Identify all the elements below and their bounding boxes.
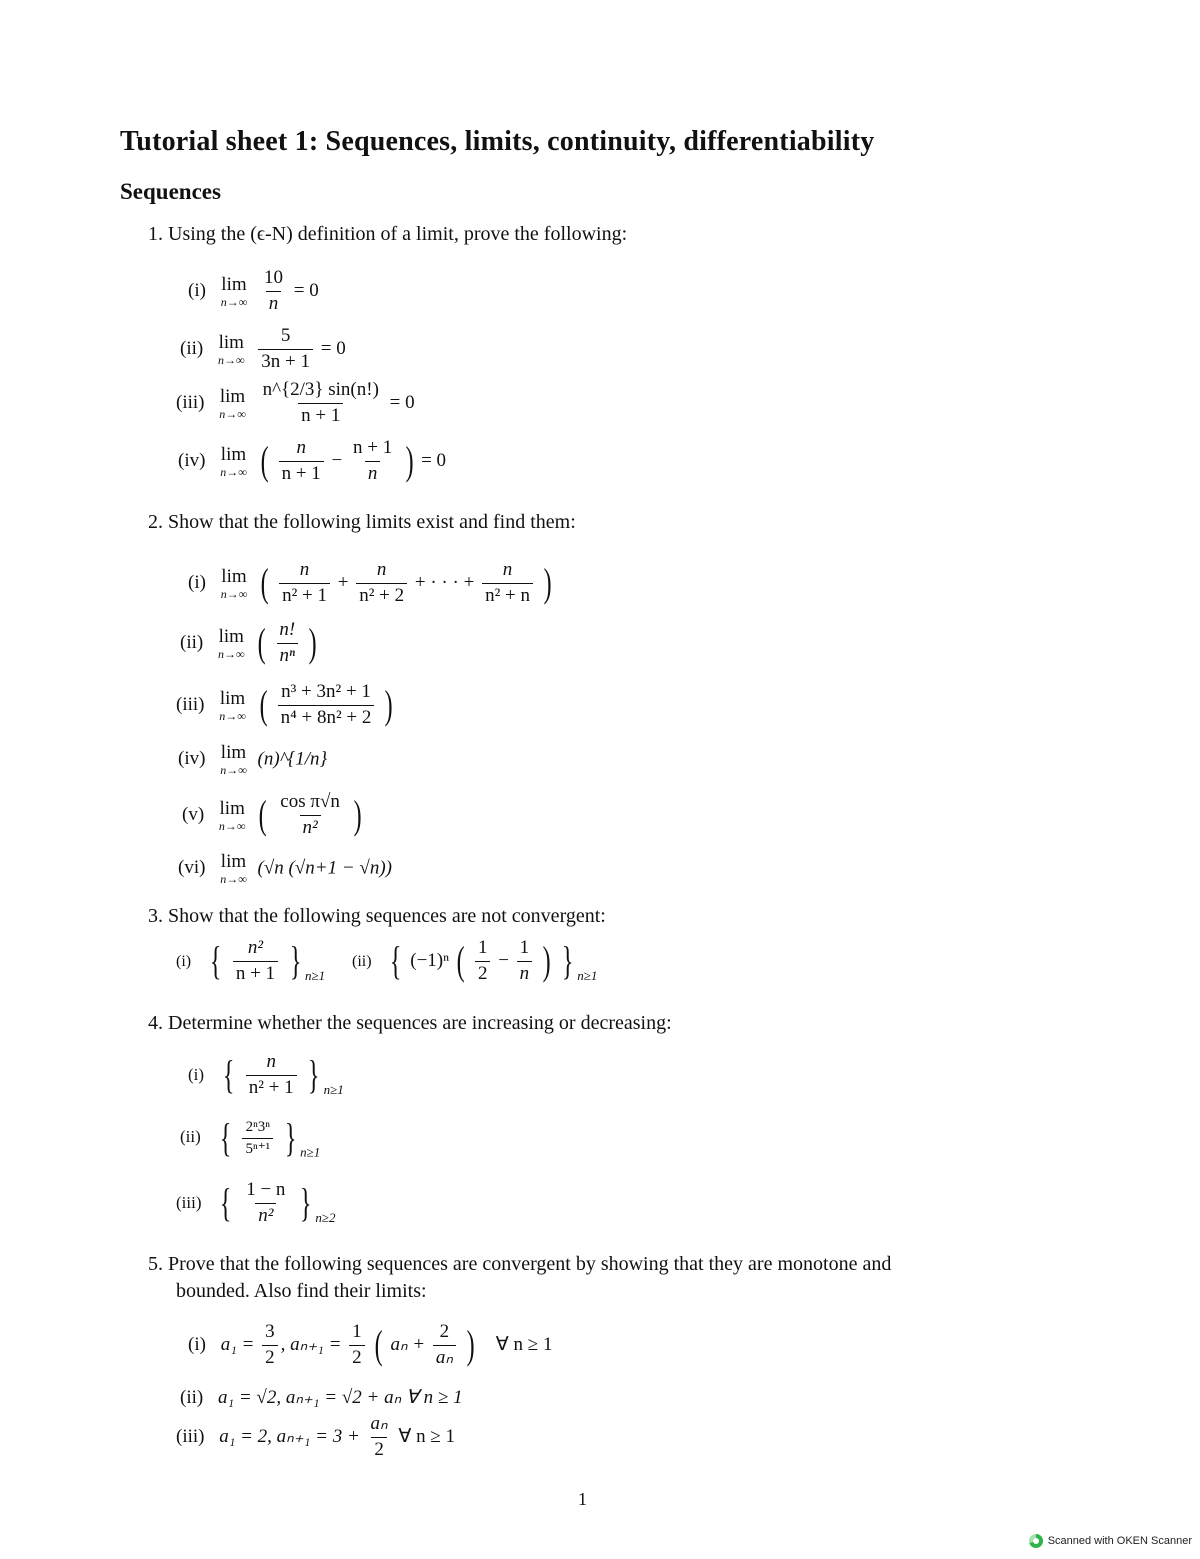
left-brace: { [390,938,402,984]
right-brace: } [561,938,574,984]
fraction [242,1119,273,1157]
item-label: (iv) [178,449,206,471]
numerator: n³ + 3n² + 1 [281,681,371,702]
plus-sign: + [337,571,349,593]
lim-word: lim [219,687,246,709]
lim-word: lim [220,742,247,763]
q2-item-v [182,792,364,839]
q3-item-i [176,938,325,985]
lim-subscript: n→∞ [218,818,246,833]
numerator: 2ⁿ3ⁿ [245,1119,271,1135]
expression: a₁ = √2, aₙ₊₁ = √2 + aₙ ∀ n ≥ 1 [217,1387,463,1408]
numerator: 10 [264,267,283,288]
right-paren: ) [542,938,551,984]
numerator: n^{2/3} sin(n!) [262,379,379,400]
lim-word: lim [221,273,247,295]
right-brace: } [284,1115,297,1160]
item-label: (iii) [176,1425,205,1447]
numerator: n! [279,619,296,640]
denominator: n² + 1 [246,1075,297,1099]
limit-operator [221,567,248,600]
lim-subscript: n→∞ [217,352,245,367]
item-label: (i) [188,1333,206,1355]
left-paren: ( [375,1322,384,1368]
section-heading: Sequences [120,179,221,204]
left-paren: ( [257,620,266,666]
numerator: n + 1 [353,437,393,458]
q2-item-vi [178,852,392,885]
item-label: (iv) [178,747,206,769]
numerator: n [376,559,387,580]
minus-sign: − [331,449,343,471]
limit-operator [219,387,246,420]
rhs: = 0 [293,279,319,301]
numerator: aₙ [370,1413,388,1434]
q2-item-i [188,560,554,607]
fraction [350,438,395,485]
right-paren: ) [543,560,552,606]
fraction [262,1322,278,1369]
lim-word: lim [219,385,246,407]
limit-operator [221,275,248,308]
q4-item-ii [180,1115,321,1160]
fraction [260,380,382,427]
left-paren: ( [260,438,269,484]
right-brace: } [308,1052,320,1098]
fraction [278,682,375,729]
right-paren: ) [384,682,393,728]
limit-operator [220,445,247,478]
fraction [356,560,407,607]
item-label: (ii) [180,1387,204,1408]
question-prompt: Using the (ϵ-N) definition of a limit, prove the following: [168,223,628,245]
fraction [433,1322,456,1369]
lim-subscript: n→∞ [217,646,245,661]
denominator: 2 [262,1345,278,1369]
denominator: n [517,961,533,985]
minus-sign: − [498,949,509,971]
q2-item-ii [180,620,319,667]
sign-factor: (−1)ⁿ [410,949,450,971]
question-4 [148,1012,672,1035]
limit-operator [219,799,246,832]
item-label: (iii) [176,693,205,715]
denominator: n [266,291,282,315]
item-label: (iii) [176,391,205,413]
q2-item-iii [176,682,395,729]
numerator: n [502,559,513,580]
numerator: 3 [265,1321,275,1342]
numerator: n² [247,937,264,958]
denominator: n⁴ + 8n² + 2 [278,705,375,729]
denominator: 2 [475,961,491,985]
q1-item-iv [178,438,446,485]
numerator: cos π√n [280,791,340,812]
fraction [517,938,533,985]
numerator: n [266,1051,276,1072]
scanner-watermark [1029,1534,1192,1548]
fraction [482,560,533,607]
lim-subscript: n→∞ [220,464,247,479]
a1-lhs: a₁ = [220,1333,255,1355]
item-label: (i) [176,952,192,970]
question-1 [148,223,627,246]
q4-item-iii [176,1180,336,1227]
lim-word: lim [220,851,247,872]
denominator: n² + 2 [356,583,407,607]
left-paren: ( [456,938,465,984]
lim-subscript: n→∞ [220,586,248,601]
item-label: (i) [188,1064,205,1084]
denominator: n [365,461,381,485]
denominator: n² + 1 [279,583,330,607]
q1-item-ii [180,326,346,373]
question-prompt: Determine whether the sequences are increasing or decreasing: [168,1012,672,1034]
fraction [276,620,298,667]
numerator: 1 [352,1321,362,1342]
lim-word: lim [218,331,244,353]
lim-subscript: n→∞ [220,763,247,777]
fraction [368,1414,391,1461]
question-prompt-line-1: Prove that the following sequences are convergent by showing that they are monotone and [168,1253,892,1275]
quantifier: ∀ n ≥ 1 [398,1425,456,1447]
expression: (√n (√n+1 − √n)) [257,857,392,879]
numerator: 1 − n [246,1179,286,1200]
page-title: Tutorial sheet 1: Sequences, limits, continuity, differentiability [120,126,875,157]
item-label: (i) [188,571,206,593]
q1-item-i [188,268,319,315]
numerator: n [299,559,310,580]
question-number: 1. [148,223,163,245]
limit-operator [220,852,247,885]
numerator: 1 [519,937,530,958]
item-label: (v) [182,803,205,825]
question-5 [148,1253,891,1276]
fraction [243,1180,288,1227]
index-range: n≥1 [304,967,326,983]
right-paren: ) [466,1322,475,1368]
rhs: = 0 [320,337,346,359]
item-label: (vi) [178,856,206,878]
page-number: 1 [578,1489,587,1509]
denominator: n² + n [482,583,533,607]
lim-subscript: n→∞ [219,708,246,723]
rhs: = 0 [421,449,447,471]
right-paren: ) [308,620,317,666]
denominator: n + 1 [279,461,324,485]
denominator: aₙ [433,1345,456,1369]
item-label: (ii) [180,337,204,359]
fraction [258,326,313,373]
denominator: n + 1 [233,961,278,985]
right-paren: ) [353,792,362,838]
question-number: 2. [148,511,163,533]
rhs: = 0 [389,391,415,413]
right-paren: ) [405,438,414,484]
limit-operator [218,333,245,366]
lim-subscript: n→∞ [220,872,247,886]
lim-subscript: n→∞ [220,294,248,309]
recurrence-lhs: , aₙ₊₁ = [280,1333,342,1355]
item-label: (i) [188,279,206,301]
question-number: 3. [148,905,163,927]
q5-item-ii [180,1386,463,1409]
item-label: (ii) [180,1127,201,1147]
limit-operator [218,627,245,660]
expression: a₁ = 2, aₙ₊₁ = 3 + [219,1425,360,1447]
denominator: 5ⁿ⁺¹ [242,1138,273,1158]
inner-term: aₙ + [390,1333,426,1355]
question-2 [148,511,576,534]
index-range: n≥1 [300,1144,321,1160]
fraction [279,560,330,607]
ellipsis: + · · · + [414,571,475,593]
fraction [279,438,324,485]
item-label: (ii) [352,952,372,970]
fraction [261,268,286,315]
question-prompt: Show that the following sequences are not convergent: [168,905,606,927]
left-brace: { [220,1180,232,1226]
index-range: n≥1 [577,967,598,983]
fraction [349,1322,365,1369]
item-label: (ii) [180,631,204,653]
index-range: n≥2 [315,1209,336,1225]
lim-subscript: n→∞ [219,406,246,421]
left-brace: { [222,1052,235,1098]
left-brace: { [219,1115,231,1160]
left-paren: ( [259,682,268,728]
fraction [246,1052,297,1099]
left-paren: ( [258,792,267,838]
index-range: n≥1 [323,1081,344,1097]
q5-item-i [188,1322,552,1369]
denominator: n + 1 [298,403,343,427]
denominator: n² [300,815,321,839]
q4-item-i [188,1052,344,1099]
question-5-line-2: bounded. Also find their limits: [176,1280,427,1302]
question-number: 5. [148,1253,163,1275]
denominator: n² [255,1203,276,1227]
q2-item-iv [178,743,327,776]
q3-item-ii [352,938,597,985]
lim-word: lim [219,797,245,819]
q5-item-iii [176,1414,455,1461]
question-3 [148,905,606,928]
right-brace: } [289,938,302,984]
numerator: 5 [280,325,291,346]
limit-operator [220,743,247,776]
left-brace: { [209,938,222,984]
denominator: nⁿ [277,643,298,667]
numerator: 1 [477,937,488,958]
lim-word: lim [220,443,247,465]
left-paren: ( [260,560,269,606]
expression: (n)^{1/n} [257,748,328,770]
quantifier: ∀ n ≥ 1 [495,1333,553,1355]
lim-word: lim [221,565,247,587]
right-brace: } [300,1180,312,1226]
question-prompt: Show that the following limits exist and find them: [168,511,576,533]
denominator: 3n + 1 [258,349,313,373]
lim-word: lim [218,625,244,647]
question-number: 4. [148,1012,163,1034]
q1-item-iii [176,380,415,427]
limit-operator [219,689,246,722]
item-label: (iii) [176,1192,202,1212]
fraction [277,792,343,839]
scanner-text: Scanned with OKEN Scanner [1047,1535,1192,1547]
fraction [233,938,278,985]
denominator: 2 [349,1345,365,1369]
scanner-logo-icon [1029,1534,1043,1548]
numerator: n [296,437,306,458]
denominator: 2 [371,1437,387,1461]
numerator: 2 [439,1321,450,1342]
fraction [475,938,491,985]
